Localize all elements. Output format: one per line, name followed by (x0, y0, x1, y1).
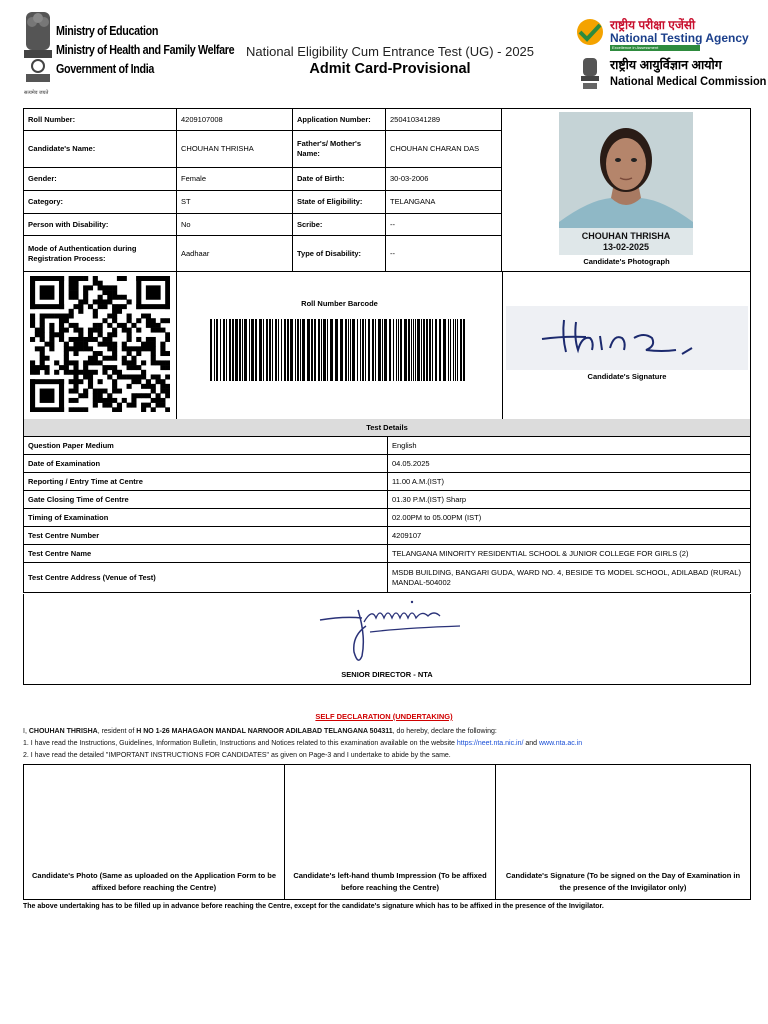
state-value: TELANGANA (386, 191, 502, 214)
scribe-label: Scribe: (293, 214, 386, 236)
declaration-line-1 (23, 728, 497, 735)
table-row (24, 563, 750, 592)
test-detail-value: English (392, 440, 417, 450)
category-value: ST (177, 191, 293, 214)
decl-text: , resident of (97, 728, 137, 735)
candidate-info-table (23, 108, 751, 272)
decl-candidate-name: CHOUHAN THRISHA (28, 728, 98, 735)
test-detail-value: 01.30 P.M.(IST) Sharp (392, 494, 467, 504)
auth-mode-label: Mode of Authentication during Registration Process: (24, 236, 177, 272)
test-detail-value: TELANGANA MINORITY RESIDENTIAL SCHOOL & JUNIOR COLLEGE FOR GIRLS (2) (392, 548, 689, 558)
test-detail-label: Test Centre Name (24, 545, 388, 562)
nta-name-hindi: राष्ट्रीय परीक्षा एजेंसी (610, 18, 696, 32)
photo-caption: Candidate's Photograph (583, 257, 670, 266)
photo-affix-box (24, 765, 285, 899)
thumb-impression-caption: Candidate's left-hand thumb Impression (To be affixed before reaching the Centre) (293, 871, 487, 892)
candidate-signature-icon (506, 306, 748, 370)
test-detail-value: MSDB BUILDING, BANGARI GUDA, WARD NO. 4, BESIDE TG MODEL SCHOOL, ADILABAD (RURAL) MANDAL-504002 (392, 567, 741, 587)
director-signature-cell (23, 594, 751, 685)
test-details-heading: Test Details (24, 419, 750, 437)
nmc-name-english: National Medical Commission (610, 74, 767, 88)
dob-value: 30-03-2006 (386, 168, 502, 191)
table-row (24, 491, 750, 509)
director-signature-icon (314, 596, 464, 666)
signature-box (496, 765, 750, 899)
table-row (24, 527, 750, 545)
test-detail-label: Gate Closing Time of Centre (24, 491, 388, 508)
candidate-photo-cell (502, 109, 751, 272)
nta-tagline: Excellence in Assessment (610, 45, 700, 51)
test-detail-value: 11.00 A.M.(IST) (392, 476, 444, 486)
candidate-name-label: Candidate's Name: (24, 131, 177, 168)
decl-text: and (523, 740, 539, 747)
application-number-value: 250410341289 (386, 109, 502, 131)
disability-type-label: Type of Disability: (293, 236, 386, 272)
agency-logos (576, 14, 766, 94)
test-detail-value: 02.00PM to 05.00PM (IST) (392, 512, 482, 522)
category-label: Category: (24, 191, 177, 214)
ministry-line: Ministry of Education (56, 24, 159, 38)
dob-label: Date of Birth: (293, 168, 386, 191)
gender-label: Gender: (24, 168, 177, 191)
test-detail-label: Reporting / Entry Time at Centre (24, 473, 388, 490)
test-detail-label: Date of Examination (24, 455, 388, 472)
test-detail-label: Question Paper Medium (24, 437, 388, 454)
admit-card-title: Admit Card-Provisional (309, 61, 471, 77)
exam-title: National Eligibility Cum Entrance Test (UG) - 2025 (245, 44, 535, 59)
director-caption: SENIOR DIRECTOR - NTA (341, 670, 433, 679)
state-label: State of Eligibility: (293, 191, 386, 214)
barcode-title: Roll Number Barcode (301, 299, 378, 308)
nmc-emblem-icon (580, 56, 600, 92)
table-row (24, 437, 750, 455)
candidate-signature-cell (503, 271, 751, 419)
table-row (24, 509, 750, 527)
test-detail-label: Timing of Examination (24, 509, 388, 526)
photo-date-stamp: 13-02-2025 (602, 242, 650, 252)
signature-box-caption: Candidate's Signature (To be signed on the Day of Examination in the presence of the Invigilator only) (505, 871, 741, 892)
roll-number-label: Roll Number: (24, 109, 177, 131)
nta-logo-icon (576, 18, 604, 46)
declaration-line-2 (23, 740, 582, 747)
candidate-name-value: CHOUHAN THRISHA (177, 131, 293, 168)
self-declaration-title: SELF DECLARATION (UNDERTAKING) (315, 712, 453, 721)
barcode-cell (177, 271, 503, 419)
emblem-motto: सत्यमेव जयते (24, 90, 49, 96)
application-number-label: Application Number: (293, 109, 386, 131)
table-row (24, 545, 750, 563)
neet-website-link[interactable]: https://neet.nta.nic.in/ (456, 740, 524, 747)
nta-website-link[interactable]: www.nta.ac.in (538, 740, 583, 747)
auth-mode-value: Aadhaar (177, 236, 293, 272)
national-emblem-icon (22, 8, 54, 88)
candidate-photo (559, 112, 693, 255)
test-detail-value: 4209107 (392, 530, 422, 540)
parent-name-value: CHOUHAN CHARAN DAS (386, 131, 502, 168)
portrait-icon (559, 112, 693, 255)
gender-value: Female (177, 168, 293, 191)
test-details-table (23, 419, 751, 593)
decl-address: H NO 1-26 MAHAGAON MANDAL NARNOOR ADILABAD TELANGANA 504311 (136, 728, 393, 735)
ministry-line: Government of India (56, 62, 154, 76)
test-detail-label: Test Centre Address (Venue of Test) (24, 563, 388, 592)
signature-caption: Candidate's Signature (587, 372, 667, 381)
roll-number-value: 4209107008 (177, 109, 293, 131)
photo-name-stamp: CHOUHAN THRISHA (581, 231, 671, 241)
pwd-value: No (177, 214, 293, 236)
undertaking-footer-note: The above undertaking has to be filled up in advance before reaching the Centre, except for the candidate's signature which has to be affixed in the presence of the Invigilator. (23, 903, 604, 910)
table-row (24, 455, 750, 473)
ministry-line: Ministry of Health and Family Welfare (56, 43, 235, 57)
qr-code-icon (30, 276, 170, 412)
pwd-label: Person with Disability: (24, 214, 177, 236)
decl-text: 1. I have read the Instructions, Guidelines, Information Bulletin, Instructions and Notices related to this examination available on the website (23, 740, 457, 747)
scribe-value: -- (386, 214, 502, 236)
photo-affix-caption: Candidate's Photo (Same as uploaded on the Application Form to be affixed before reaching the Centre) (31, 871, 277, 892)
undertaking-boxes (23, 764, 751, 900)
disability-type-value: -- (386, 236, 502, 272)
title-block (220, 44, 560, 77)
test-detail-value: 04.05.2025 (392, 458, 430, 468)
thumb-impression-box (285, 765, 496, 899)
codes-row (23, 271, 751, 420)
qr-code-cell (24, 271, 177, 419)
barcode-icon (210, 319, 466, 381)
declaration-line-3: 2. I have read the detailed "IMPORTANT INSTRUCTIONS FOR CANDIDATES" as given on Page-3 and I undertake to abide by the same. (23, 752, 451, 759)
ministry-header (22, 8, 235, 100)
decl-text: , do hereby, declare the following: (392, 728, 497, 735)
ministry-names (56, 22, 234, 79)
decl-text: I, (23, 728, 29, 735)
test-detail-label: Test Centre Number (24, 527, 388, 544)
nta-name-english: National Testing Agency (610, 31, 749, 45)
table-row (24, 473, 750, 491)
nmc-name-hindi: राष्ट्रीय आयुर्विज्ञान आयोग (610, 58, 722, 72)
parent-name-label: Father's/ Mother's Name: (293, 131, 386, 168)
